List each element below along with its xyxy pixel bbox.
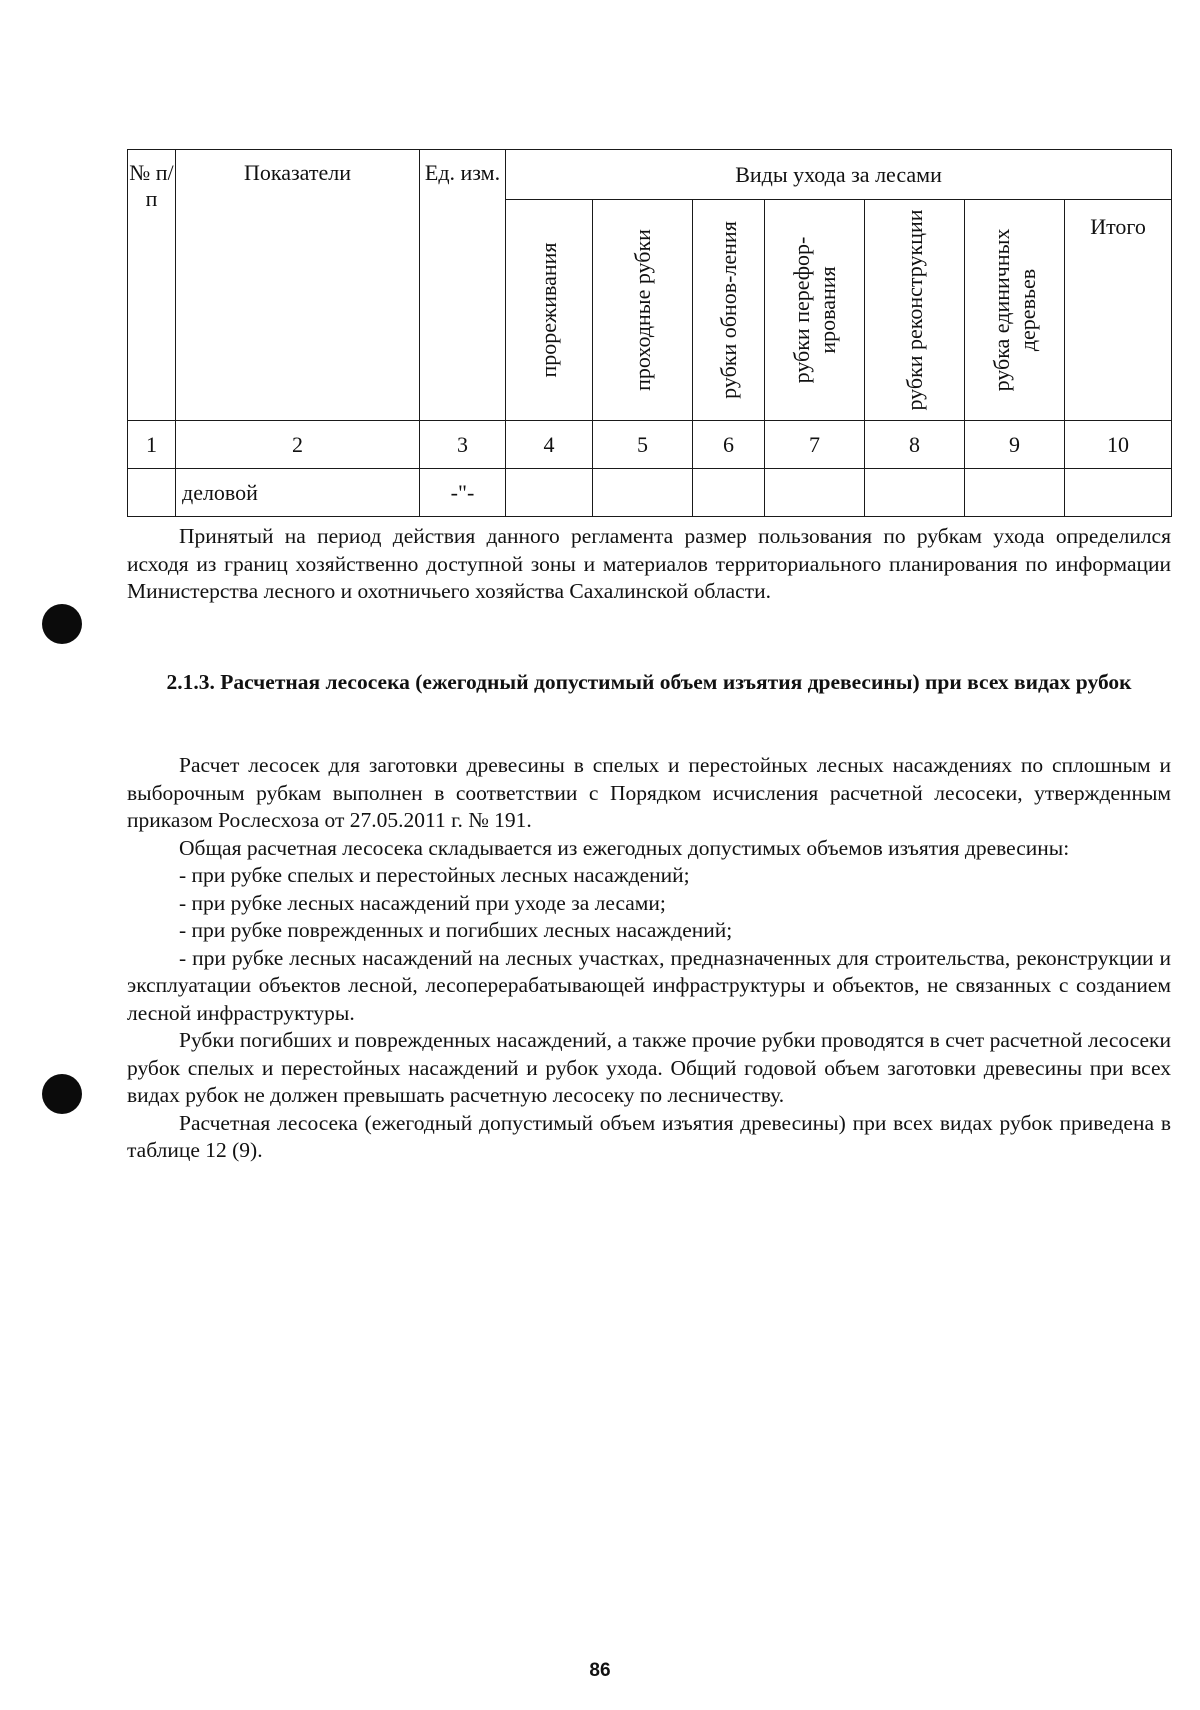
column-number: 7 [765, 421, 865, 469]
row-value [1065, 469, 1172, 517]
section-heading: 2.1.3. Расчетная лесосека (ежегодный допустимый объем изъятия древесины) при всех видах рубок [166, 670, 1132, 694]
punch-hole-lower [42, 1074, 82, 1114]
column-number: 6 [693, 421, 765, 469]
column-number-row [128, 421, 1172, 469]
column-number: 3 [420, 421, 506, 469]
header-number: № п/п [128, 150, 176, 421]
paragraph-after-table: Принятый на период действия данного регламента размер пользования по рубкам ухода определился исходя из границ хозяйственно доступной зоны и материалов территориального планирования по информации Министерства лесного и охотничьего хозяйства Сахалинской области. [127, 524, 1171, 603]
forest-care-table [127, 149, 1172, 517]
paragraph-after-table-block [127, 523, 1171, 606]
paragraph: Расчетная лесосека (ежегодный допустимый объем изъятия древесины) при всех видах рубок приведена в таблице 12 (9). [127, 1110, 1171, 1162]
list-item: - при рубке лесных насаждений при уходе за лесами; [179, 890, 666, 915]
column-number: 2 [176, 421, 420, 469]
row-value [693, 469, 765, 517]
row-value [865, 469, 965, 517]
list-item: - при рубке поврежденных и погибших лесных насаждений; [179, 918, 733, 942]
row-value [965, 469, 1065, 517]
row-number [128, 469, 176, 517]
punch-hole-upper [42, 604, 82, 644]
subheader-passage-cutting: проходные рубки [593, 200, 693, 421]
header-indicators: Показатели [176, 150, 420, 421]
column-number: 4 [506, 421, 593, 469]
subheader-reconstruction-cutting: рубки реконструкции [865, 200, 965, 421]
row-unit: -"- [420, 469, 506, 517]
row-indicator: деловой [176, 469, 420, 517]
table-row [128, 469, 1172, 517]
list-item: - при рубке лесных насаждений на лесных участках, предназначенных для строительства, реконструкции и эксплуатации объектов лесной, лесоперерабатывающей инфраструктуры и объектов, не связанных с созданием лесной инфраструктуры. [127, 945, 1171, 1025]
row-value [593, 469, 693, 517]
column-number: 8 [865, 421, 965, 469]
paragraph: Расчет лесосек для заготовки древесины в спелых и перестойных лесных насаждениях по сплошным и выборочным рубкам выполнен в соответствии с Порядком исчисления расчетной лесосеки, утвержденным приказом Рослесхоза от 27.05.2011 г. № 191. [127, 753, 1171, 832]
row-value [765, 469, 865, 517]
subheader-thinning: прореживания [506, 200, 593, 421]
subheader-single-tree-cutting: рубка единичных деревьев [965, 200, 1065, 421]
paragraph: Рубки погибших и поврежденных насаждений, а также прочие рубки проводятся в счет расчетной лесосеки рубок спелых и перестойных насаждений и рубок ухода. Общий годовой объем заготовки древесины при всех видах рубок не должен превышать расчетную лесосеку по лесничеству. [127, 1028, 1171, 1107]
header-unit: Ед. изм. [420, 150, 506, 421]
table-header-row [128, 150, 1172, 200]
body-text [127, 752, 1171, 1165]
subheader-renewal-cutting: рубки обнов-ления [693, 200, 765, 421]
list-item: - при рубке спелых и перестойных лесных насаждений; [179, 863, 690, 887]
column-number: 1 [128, 421, 176, 469]
subheader-total: Итого [1065, 200, 1172, 421]
column-number: 9 [965, 421, 1065, 469]
row-value [506, 469, 593, 517]
column-number: 10 [1065, 421, 1172, 469]
column-number: 5 [593, 421, 693, 469]
subheader-reforming-cutting: рубки перефор-ирования [765, 200, 865, 421]
header-care-kinds: Виды ухода за лесами [506, 150, 1172, 200]
page-number: 86 [589, 1660, 611, 1681]
paragraph: Общая расчетная лесосека складывается из ежегодных допустимых объемов изъятия древесины: [179, 835, 1070, 860]
